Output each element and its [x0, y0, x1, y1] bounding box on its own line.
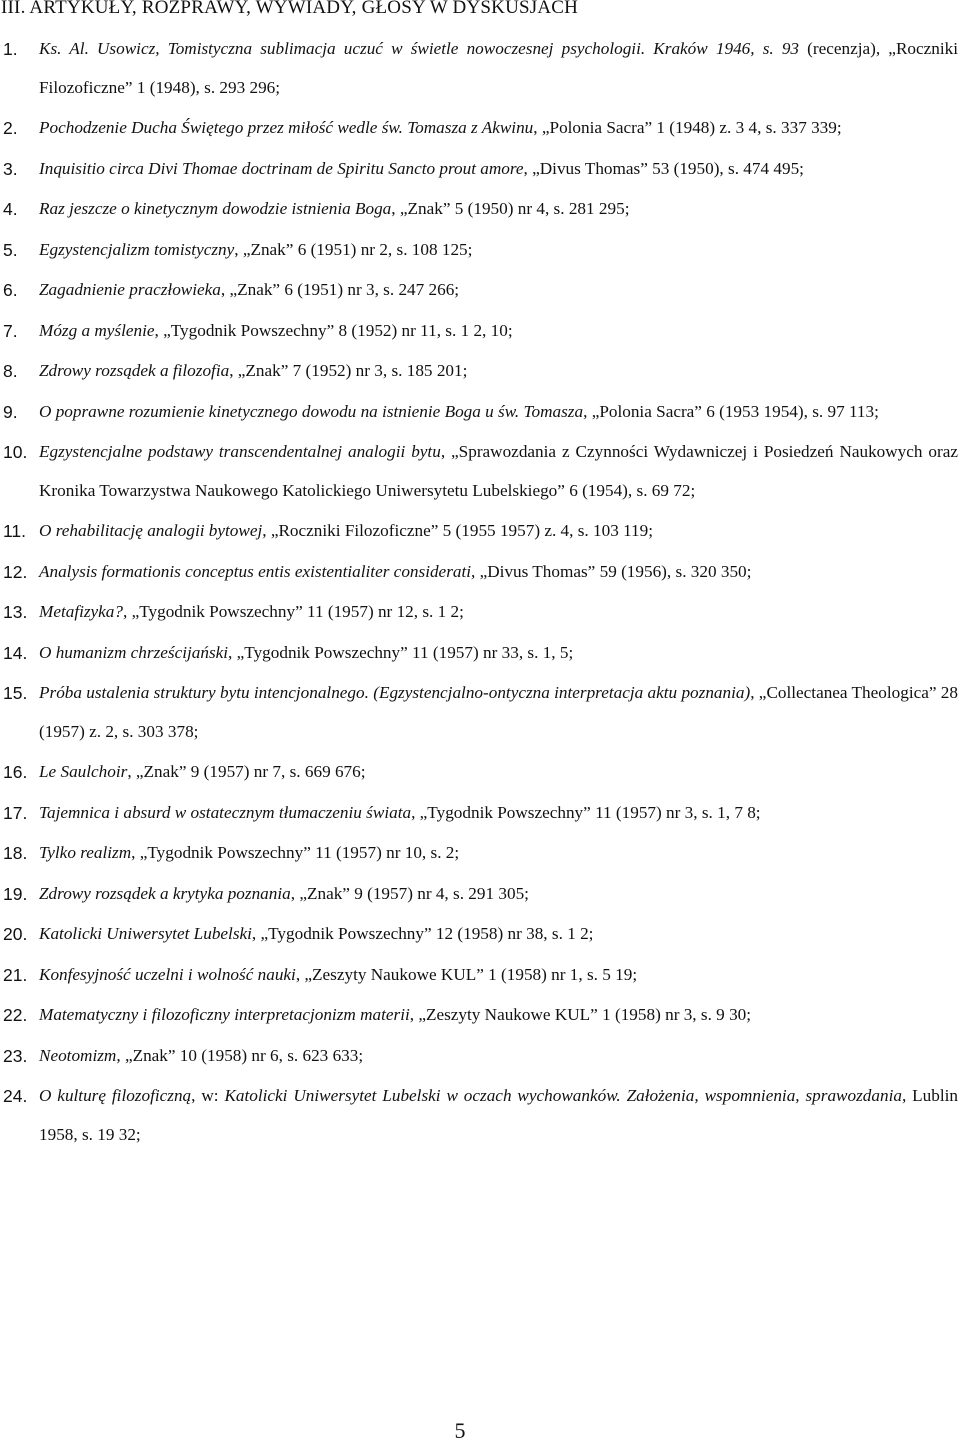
entry-title: Mózg a myślenie — [39, 320, 155, 340]
bibliography-entry — [0, 753, 958, 792]
entry-citation: , „Zeszyty Naukowe KUL” 1 (1958) nr 1, s. 5 19; — [295, 964, 638, 984]
entry-number: 17. — [3, 802, 28, 823]
bibliography-entry — [0, 190, 958, 229]
bibliography-entry — [0, 512, 958, 551]
entry-number: 10. — [3, 442, 28, 462]
entry-citation: , „Polonia Sacra” 1 (1948) z. 3 4, s. 337 339; — [533, 118, 842, 137]
entry-title: Egzystencjalne podstawy transcendentalnej analogii bytu — [39, 442, 441, 461]
entry-citation: , „Znak” 9 (1957) nr 4, s. 291 305; — [290, 883, 529, 903]
entry-citation: (recenzja), „Roczniki Filozoficzne” 1 (1948), s. 293 296; — [39, 39, 958, 97]
section-heading: III. ARTYKUŁY, ROZPRAWY, WYWIADY, GŁOSY W DYSKUSJACH — [1, 0, 579, 18]
bibliography-entry — [0, 271, 958, 310]
entry-title: Zdrowy rozsądek a krytyka poznania — [39, 883, 291, 903]
entry-number: 12. — [3, 561, 28, 582]
entry-citation: , „Tygodnik Powszechny” 11 (1957) nr 3, s. 1, 7 8; — [411, 802, 761, 822]
entry-title: Metafizyka? — [39, 602, 123, 621]
bibliography-entry — [0, 393, 958, 432]
entry-citation: , „Tygodnik Powszechny” 12 (1958) nr 38, s. 1 2; — [251, 924, 594, 943]
entry-title: Pochodzenie Ducha Świętego przez miłość wedle św. Tomasza z Akwinu — [39, 118, 534, 137]
entry-citation: , „Tygodnik Powszechny” 8 (1952) nr 11, s. 1 2, 10; — [154, 320, 513, 340]
entry-title: Zagadnienie praczłowieka — [39, 280, 221, 299]
entry-number: 20. — [3, 924, 28, 944]
bibliography-entry — [0, 1037, 958, 1076]
bibliography-entry — [0, 996, 958, 1035]
entry-title: Zdrowy rozsądek a filozofia — [39, 361, 230, 380]
bibliography-entry — [0, 312, 958, 351]
entry-number: 18. — [3, 843, 28, 863]
entry-citation: , „Tygodnik Powszechny” 11 (1957) nr 33, s. 1, 5; — [228, 642, 574, 662]
bibliography-entry — [0, 1077, 958, 1154]
entry-number: 22. — [3, 1005, 28, 1025]
bibliography-entry — [0, 834, 958, 873]
entry-title: O poprawne rozumienie kinetycznego dowodu na istnienie Boga u św. Tomasza — [39, 401, 584, 421]
bibliography-entry — [0, 109, 958, 148]
entry-citation-end: , Lublin 1958, s. 19 32; — [39, 1086, 958, 1144]
entry-number: 5. — [3, 239, 18, 260]
bibliography-entry — [0, 674, 958, 751]
bibliography-entry — [0, 956, 958, 995]
entry-citation: , „Divus Thomas” 53 (1950), s. 474 495; — [523, 158, 804, 178]
bibliography-list — [0, 30, 958, 1156]
entry-citation: , „Collectanea Theologica” 28 (1957) z. 2, s. 303 378; — [39, 683, 958, 741]
entry-collection-title: Katolicki Uniwersytet Lubelski w oczach wychowanków. Założenia, wspomnienia, sprawozdania — [224, 1086, 902, 1105]
entry-title: Tajemnica i absurd w ostatecznym tłumaczeniu świata — [39, 802, 412, 822]
entry-citation: , „Polonia Sacra” 6 (1953 1954), s. 97 113; — [583, 401, 879, 421]
entry-number: 16. — [3, 762, 28, 782]
entry-number: 11. — [3, 521, 27, 541]
entry-number: 24. — [3, 1086, 28, 1106]
entry-title: Katolicki Uniwersytet Lubelski — [39, 924, 252, 943]
bibliography-entry — [0, 875, 958, 914]
bibliography-entry — [0, 433, 958, 510]
entry-number: 13. — [3, 602, 28, 622]
entry-citation: , w: — [191, 1086, 225, 1105]
entry-citation: , „Divus Thomas” 59 (1956), s. 320 350; — [471, 561, 752, 581]
entry-number: 4. — [3, 199, 18, 219]
bibliography-entry — [0, 915, 958, 954]
entry-number: 21. — [3, 964, 28, 985]
entry-title: Konfesyjność uczelni i wolność nauki — [39, 964, 296, 984]
entry-title: Neotomizm — [39, 1045, 117, 1065]
page-number: 5 — [454, 1418, 466, 1443]
entry-number: 19. — [3, 883, 28, 904]
bibliography-entry — [0, 352, 958, 391]
entry-title: Raz jeszcze o kinetycznym dowodzie istnienia Boga — [39, 199, 392, 218]
entry-title: Próba ustalenia struktury bytu intencjonalnego. (Egzystencjalno-ontyczna interpretacja aktu poznania) — [39, 683, 751, 702]
entry-citation: , „Sprawozdania z Czynności Wydawniczej i Posiedzeń Naukowych oraz Kronika Towarzystwa Naukowego Katolickiego Uniwersytetu Lubelskiego” 6 (1954), s. 69 72; — [39, 442, 959, 500]
entry-citation: , „Roczniki Filozoficzne” 5 (1955 1957) z. 4, s. 103 119; — [262, 521, 654, 540]
bibliography-entry — [0, 634, 958, 673]
entry-title: Le Saulchoir — [39, 762, 128, 781]
entry-number: 9. — [3, 401, 18, 422]
entry-citation: , „Tygodnik Powszechny” 11 (1957) nr 12, s. 1 2; — [123, 602, 464, 621]
entry-citation: , „Znak” 9 (1957) nr 7, s. 669 676; — [127, 762, 366, 781]
entry-number: 7. — [3, 320, 18, 341]
entry-title: Analysis formationis conceptus entis existentialiter considerati — [39, 561, 472, 581]
bibliography-entry — [0, 150, 958, 189]
entry-number: 23. — [3, 1045, 28, 1066]
bibliography-entry — [0, 30, 958, 107]
entry-number: 2. — [3, 118, 18, 138]
entry-number: 14. — [3, 642, 28, 663]
entry-number: 8. — [3, 361, 18, 381]
entry-number: 15. — [3, 683, 28, 703]
entry-title: Inquisitio circa Divi Thomae doctrinam de Spiritu Sancto prout amore — [39, 158, 524, 178]
entry-title: O humanizm chrześcijański — [39, 642, 229, 662]
entry-number: 3. — [3, 158, 18, 179]
entry-number: 1. — [3, 39, 18, 59]
entry-title: Ks. Al. Usowicz, Tomistyczna sublimacja uczuć w świetle nowoczesnej psychologii. Kraków 1946, s. 93 — [39, 39, 800, 58]
bibliography-entry — [0, 231, 958, 270]
entry-citation: , „Znak” 10 (1958) nr 6, s. 623 633; — [116, 1045, 364, 1065]
entry-title: Egzystencjalizm tomistyczny — [39, 239, 235, 259]
entry-citation: , „Znak” 5 (1950) nr 4, s. 281 295; — [391, 199, 630, 218]
entry-citation: , „Znak” 6 (1951) nr 3, s. 247 266; — [220, 280, 460, 299]
bibliography-entry — [0, 553, 958, 592]
entry-citation: , „Znak” 6 (1951) nr 2, s. 108 125; — [234, 239, 473, 259]
entry-citation: , „Zeszyty Naukowe KUL” 1 (1958) nr 3, s. 9 30; — [409, 1005, 752, 1024]
entry-title: Matematyczny i filozoficzny interpretacjonizm materii — [39, 1005, 410, 1024]
bibliography-entry — [0, 794, 958, 833]
bibliography-entry — [0, 593, 958, 632]
entry-title: Tylko realizm — [39, 843, 132, 862]
entry-citation: , „Tygodnik Powszechny” 11 (1957) nr 10, s. 2; — [131, 843, 460, 862]
entry-title: O rehabilitację analogii bytowej — [39, 521, 263, 540]
entry-number: 6. — [3, 280, 18, 300]
entry-title: O kulturę filozoficzną — [39, 1086, 192, 1105]
entry-citation: , „Znak” 7 (1952) nr 3, s. 185 201; — [229, 361, 468, 380]
